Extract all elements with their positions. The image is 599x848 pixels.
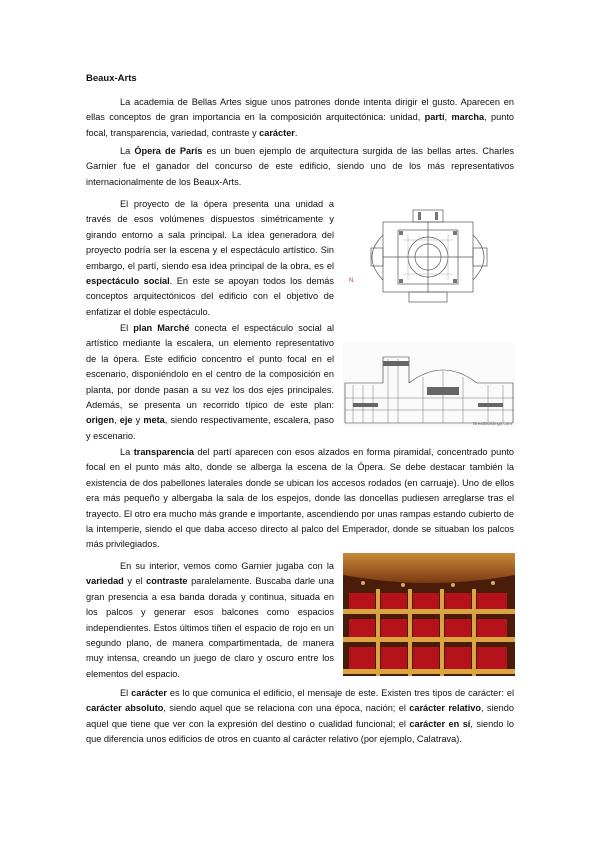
- section-credit: GreatBuildings.com: [472, 421, 512, 426]
- floor-plan-drawing: [343, 200, 515, 312]
- paragraph-plan-marche: El plan Marché conecta el espectáculo social al artístico mediante la escalera, un elemento representativo de la ópera. Este edificio concentro el punto focal en el escenario, disponiéndolo en el centro de la composición en planta, por donde pasan a su vez los dos ejes principales. Además, se presenta un recorrido típico de este plan: origen, eje y meta, siendo respectivamente, escalera, paso y escenario.: [86, 323, 335, 441]
- paragraph-variedad: En su interior, vemos como Garnier jugaba con la variedad y el contraste paralelamente. Buscaba darle una gran presencia a esa banda dorada y continua, situada en los palcos y generar esos balcones como espacios independientes. Estos últimos tiñen el espacio de rojo en un segundo plano, de manera compartimentada, de manera muy intensa, creando un juego de claro y oscuro entre los elementos del espacio.: [86, 561, 334, 679]
- north-label: N: [349, 278, 354, 284]
- paragraph-transparencia: La transparencia del partí aparecen con esos alzados en forma piramidal, concentrado punto focal en el punto más alto, donde se alberga la escena de la Ópera. Se debe destacar también la existencia de dos pabellones laterales donde se ubican los accesos rodados (en carruaje). Uno de ellos era más pequeño y albergaba la sala de los espejos, donde las doncellas pudiesen arreglarse tras el trayecto. El otro era mucho más grande e importante, ascendiendo por unas rampas estando cubierto de la intemperie, siendo el que daba acceso directo al palco del Emperador, donde se situaban los palcos más privilegiados.: [86, 447, 514, 550]
- paragraph-intro: La academia de Bellas Artes sigue unos patrones donde intenta dirigir el gusto. Aparecen en ellas conceptos de gran importancia en la composición arquitectónica: unidad, partí, marcha, punto focal, transparencia, variedad, contraste y carácter.: [86, 97, 515, 138]
- page-title: Beaux-Arts: [86, 73, 137, 84]
- paragraph-opera: La Ópera de París es un buen ejemplo de arquitectura surgida de las bellas artes. Charles Garnier fue el ganador del concurso de este edificio, siendo uno de los más representativos internacionalmente de los Beaux-Arts.: [86, 146, 514, 187]
- paragraph-caracter: El carácter es lo que comunica el edificio, el mensaje de este. Existen tres tipos de carácter: el carácter absoluto, siendo aquel que se relaciona con una época, nación; el carácter relativo, siendo aquel que tiene que ver con la expresión del destino o cualidad funcional; el carácter en sí, siendo lo que diferencia unos edificios de otros en cuanto al carácter relativo (por ejemplo, Calatrava).: [86, 688, 515, 745]
- opera-section-figure: [343, 343, 515, 427]
- paragraph-unidad: El proyecto de la ópera presenta una unidad a través de esos volúmenes dispuestos simétricamente y girando entorno a sala principal. La idea generadora del proyecto podría ser la escena y el espectáculo artístico. Sin embargo, el partí, siendo esa idea principal de la obra, es el espectáculo social. En este se apoyan todos los demás conceptos arquitectónicos del edificio con el objetivo de enfatizar el doble espectáculo.: [86, 199, 334, 317]
- opera-interior-photo: [343, 553, 515, 676]
- opera-floor-plan-figure: [343, 200, 515, 312]
- interior-photo-drawing: [343, 553, 515, 676]
- section-drawing: [343, 343, 515, 427]
